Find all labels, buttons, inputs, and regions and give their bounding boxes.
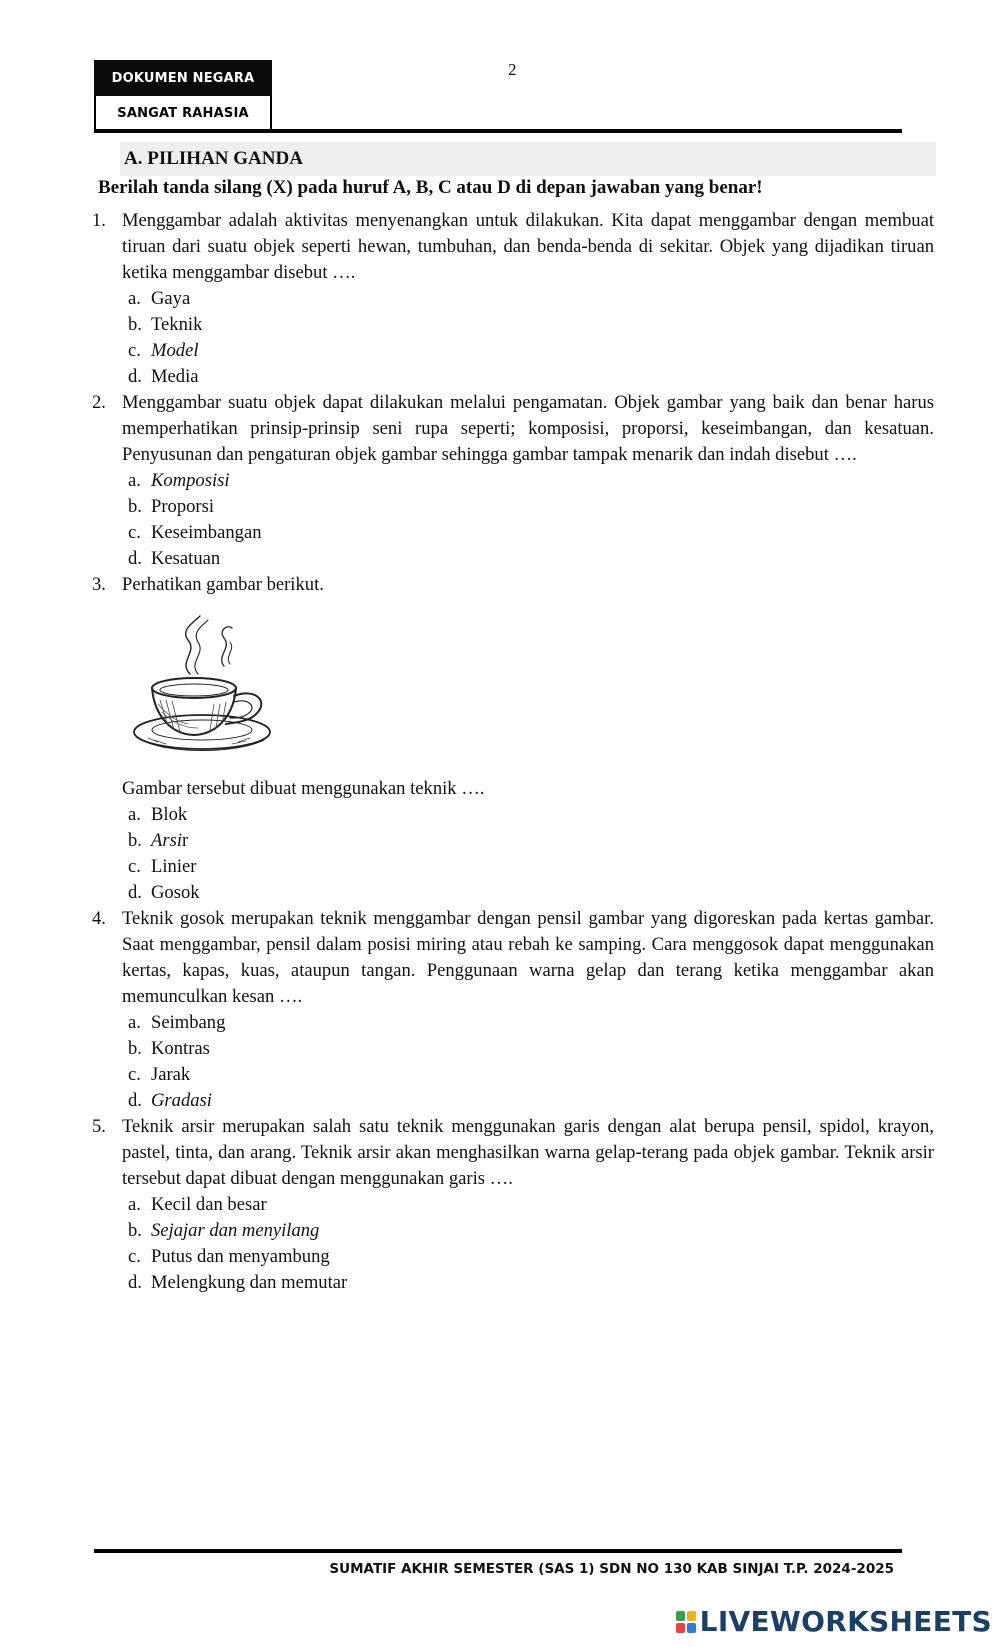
option-2a[interactable] [122,468,934,494]
option-text: Model [151,340,199,361]
option-5a[interactable] [122,1192,934,1218]
option-text: Media [151,366,199,387]
question-3 [92,572,934,906]
logo-wordmark: LIVEWORKSHEETS [699,1605,992,1638]
option-letter: d. [128,1090,142,1111]
question-5 [92,1114,934,1296]
option-letter: a. [128,804,141,825]
option-2c[interactable] [122,520,934,546]
option-4d[interactable] [122,1088,934,1114]
question-1 [92,208,934,390]
option-text: Jarak [151,1064,191,1085]
footer-divider [94,1549,902,1553]
question-text: Teknik gosok merupakan teknik menggambar dengan pensil gambar yang digoreskan pada kertas gambar. Saat menggambar, pensil dalam posisi miring atau rebah ke samping. Cara menggosok dapat menggunakan kertas, kapas, kuas, ataupun tangan. Penggunaan warna gelap dan terang ketika menggambar akan memunculkan kesan …. [122,908,934,1007]
header-divider [94,129,902,133]
option-text: Melengkung dan memutar [151,1272,348,1293]
option-letter: c. [128,522,141,543]
question-number: 4. [92,908,106,929]
liveworksheets-logo[interactable] [676,1605,992,1638]
logo-square [687,1623,696,1633]
option-1c[interactable] [122,338,934,364]
question-4 [92,906,934,1114]
option-1d[interactable] [122,364,934,390]
option-5c[interactable] [122,1244,934,1270]
classification-label-dokumen-negara: DOKUMEN NEGARA [94,60,272,96]
footer-text: SUMATIF AKHIR SEMESTER (SAS 1) SDN NO 130 KAB SINJAI T.P. 2024-2025 [329,1561,894,1577]
option-2b[interactable] [122,494,934,520]
option-text: Komposisi [151,470,230,491]
option-letter: b. [128,1220,142,1241]
option-text: Sejajar dan menyilang [151,1220,320,1241]
instruction-text: Berilah tanda silang (X) pada huruf A, B, C atau D di depan jawaban yang benar! [98,177,763,198]
question-number: 5. [92,1116,106,1137]
coffee-cup-sketch-image [128,604,278,770]
option-3d[interactable] [122,880,934,906]
option-letter: a. [128,470,141,491]
question-text: Menggambar suatu objek dapat dilakukan melalui pengamatan. Objek gambar yang baik dan benar harus memperhatikan prinsip-prinsip seni rupa seperti; komposisi, proporsi, keseimbangan, dan kesatuan. Penyusunan dan pengaturan objek gambar sehingga gambar tampak menarik dan indah disebut …. [122,392,934,465]
option-text: Linier [151,856,197,877]
option-3b[interactable] [122,828,934,854]
option-letter: a. [128,288,141,309]
option-1a[interactable] [122,286,934,312]
option-1b[interactable] [122,312,934,338]
option-letter: b. [128,830,142,851]
question-followup-text: Gambar tersebut dibuat menggunakan teknik …. [122,778,485,799]
option-2d[interactable] [122,546,934,572]
question-number: 1. [92,210,106,231]
option-text: Gosok [151,882,200,903]
option-text: Kesatuan [151,548,221,569]
option-text: Putus dan menyambung [151,1246,330,1267]
question-number: 2. [92,392,106,413]
option-letter: c. [128,340,141,361]
option-letter: c. [128,1064,141,1085]
option-letter: d. [128,548,142,569]
question-2 [92,390,934,572]
option-5d[interactable] [122,1270,934,1296]
option-text: Blok [151,804,188,825]
option-letter: b. [128,314,142,335]
question-list [92,208,934,1296]
option-letter: d. [128,1272,142,1293]
option-text: Gradasi [151,1090,212,1111]
option-text-italic: Arsi [151,830,182,851]
option-4b[interactable] [122,1036,934,1062]
option-letter: a. [128,1012,141,1033]
option-3a[interactable] [122,802,934,828]
option-letter: c. [128,856,141,877]
option-letter: d. [128,882,142,903]
option-text: Seimbang [151,1012,226,1033]
option-5b[interactable] [122,1218,934,1244]
option-letter: b. [128,1038,142,1059]
option-letter: d. [128,366,142,387]
option-text: Kecil dan besar [151,1194,267,1215]
option-text: Kontras [151,1038,210,1059]
logo-square [676,1611,685,1621]
question-text: Menggambar adalah aktivitas menyenangkan untuk dilakukan. Kita dapat menggambar dengan membuat tiruan dari suatu objek seperti hewan, tumbuhan, dan benda-benda di sekitar. Objek yang dijadikan tiruan ketika menggambar disebut …. [122,210,934,283]
logo-square [676,1623,685,1633]
question-number: 3. [92,574,106,595]
option-3c[interactable] [122,854,934,880]
option-letter: c. [128,1246,141,1267]
option-4a[interactable] [122,1010,934,1036]
option-letter: a. [128,1194,141,1215]
question-text: Perhatikan gambar berikut. [122,574,324,595]
option-4c[interactable] [122,1062,934,1088]
option-letter: b. [128,496,142,517]
option-text: Gaya [151,288,191,309]
liveworksheets-mark-icon [676,1611,696,1633]
logo-square [687,1611,696,1621]
option-text: Proporsi [151,496,215,517]
option-text: Keseimbangan [151,522,262,543]
option-text-rest: r [182,830,189,851]
page-number: 2 [508,60,517,79]
question-text: Teknik arsir merupakan salah satu teknik menggunakan garis dengan alat berupa pensil, spidol, krayon, pastel, tinta, dan arang. Teknik arsir akan menghasilkan warna gelap-terang pada objek gambar. Teknik arsir tersebut dapat dibuat dengan menggunakan garis …. [122,1116,934,1189]
classification-label-sangat-rahasia: SANGAT RAHASIA [94,96,272,130]
section-title: A. PILIHAN GANDA [120,142,936,176]
option-text: Teknik [151,314,203,335]
